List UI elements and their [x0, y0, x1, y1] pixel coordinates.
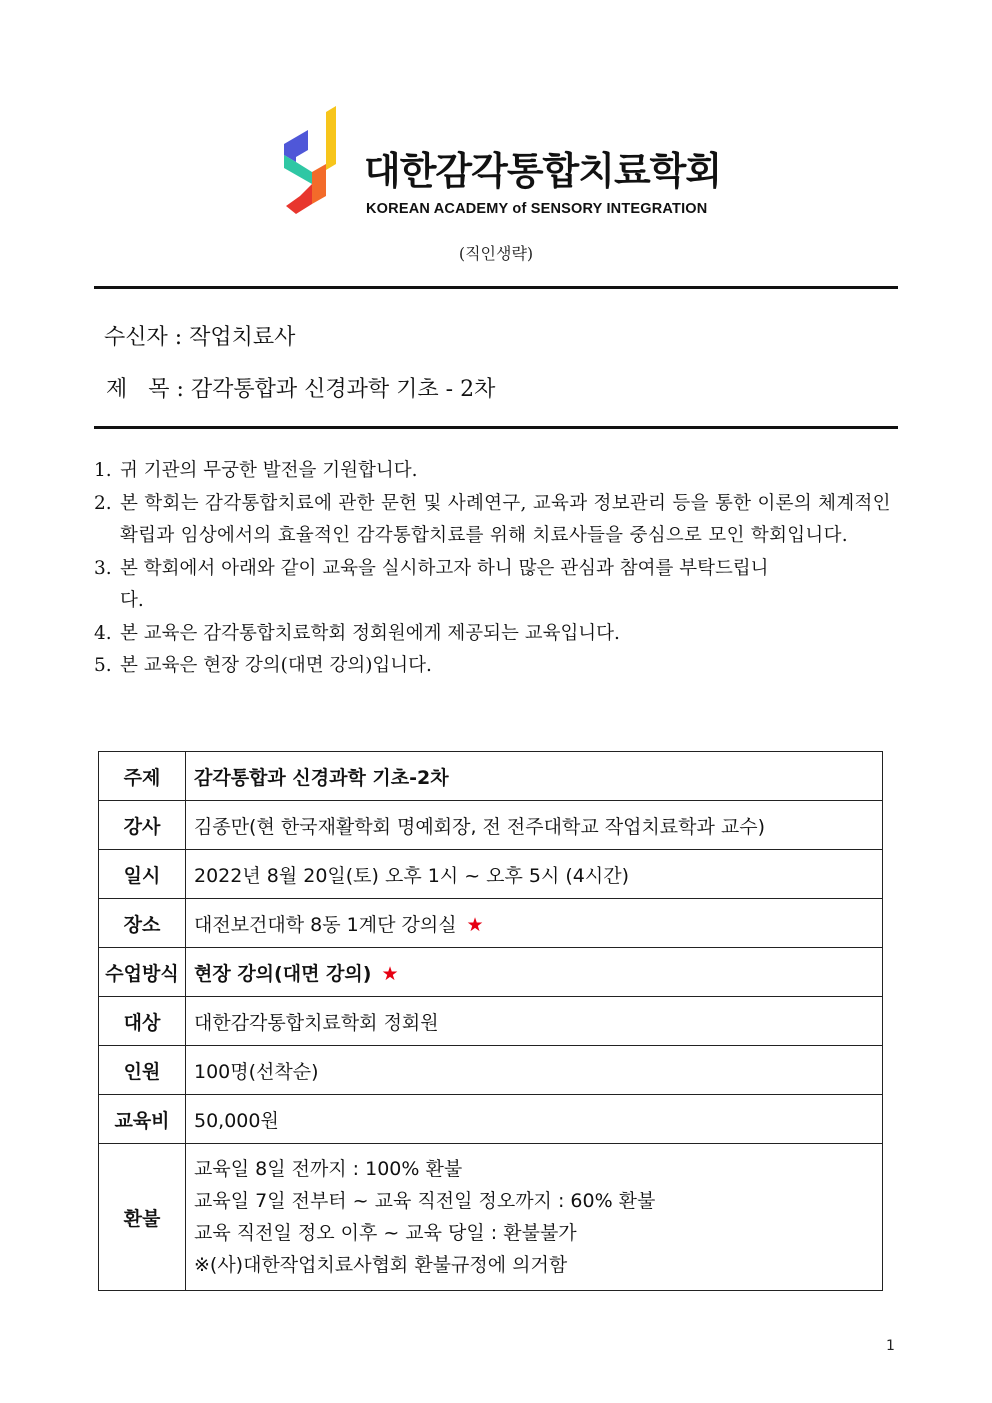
table-value-target: 대한감각통합치료학회 정회원	[186, 997, 883, 1046]
subject-label: 제 목	[106, 377, 170, 402]
table-label-topic: 주제	[99, 752, 186, 801]
society-logo-mark-icon	[282, 106, 350, 216]
table-label-refund: 환불	[99, 1144, 186, 1291]
table-value-mode: 현장 강의(대면 강의)	[194, 962, 372, 985]
list-text: 귀 기관의 무궁한 발전을 기원합니다.	[120, 460, 418, 481]
table-value-lecturer: 김종만(현 한국재활학회 명예회장, 전 전주대학교 작업치료학과 교수)	[186, 801, 883, 850]
refund-policy-line: 교육 직전일 정오 이후 ~ 교육 당일 : 환불불가	[194, 1222, 577, 1244]
table-value-place-cell	[186, 899, 883, 948]
header-top-rule	[94, 286, 898, 289]
table-value-mode-cell	[186, 948, 883, 997]
table-label-datetime: 일시	[99, 850, 186, 899]
recipient-value: 작업치료사	[189, 325, 296, 350]
table-row	[99, 801, 883, 850]
list-number: 4.	[94, 622, 112, 644]
table-label-capacity: 인원	[99, 1046, 186, 1095]
list-number: 1.	[94, 460, 112, 481]
list-item	[94, 650, 894, 683]
recipient-line: 수신자 : 작업치료사	[104, 325, 296, 350]
list-item	[94, 488, 894, 553]
table-row	[99, 1095, 883, 1144]
table-label-fee: 교육비	[99, 1095, 186, 1144]
table-row	[99, 1144, 883, 1291]
seal-omitted-note: (직인생략)	[458, 244, 534, 263]
notice-paragraphs	[94, 455, 894, 683]
education-info-table	[98, 751, 883, 1291]
list-number: 2.	[94, 492, 112, 514]
list-item	[94, 455, 894, 488]
table-value-refund	[186, 1144, 883, 1291]
refund-policy-line: 교육일 8일 전까지 : 100% 환불	[194, 1158, 463, 1180]
table-value-place: 대전보건대학 8동 1계단 강의실	[194, 913, 457, 936]
table-row	[99, 997, 883, 1046]
list-number: 3.	[94, 557, 112, 579]
society-name-korean: 대한감각통합치료학회	[364, 149, 722, 193]
table-row	[99, 948, 883, 997]
society-logo	[282, 106, 722, 218]
list-item	[94, 553, 894, 618]
refund-policy-note: ※(사)대한작업치료사협회 환불규정에 의거함	[194, 1254, 568, 1276]
list-text: 본 교육은 감각통합치료학회 정회원에게 제공되는 교육입니다.	[120, 622, 620, 644]
list-text: 본 학회에서 아래와 같이 교육을 실시하고자 하니 많은 관심과 참여를 부탁드립니다.	[120, 557, 769, 611]
table-value-capacity: 100명(선착순)	[186, 1046, 883, 1095]
table-label-place: 장소	[99, 899, 186, 948]
header-bottom-rule	[94, 426, 898, 429]
table-row	[99, 899, 883, 948]
table-row	[99, 752, 883, 801]
table-label-mode: 수업방식	[99, 948, 186, 997]
table-value-topic: 감각통합과 신경과학 기초-2차	[186, 752, 883, 801]
table-row	[99, 850, 883, 899]
table-label-lecturer: 강사	[99, 801, 186, 850]
table-label-target: 대상	[99, 997, 186, 1046]
list-text: 본 교육은 현장 강의(대면 강의)입니다.	[120, 655, 432, 676]
table-value-datetime: 2022년 8월 20일(토) 오후 1시 ~ 오후 5시 (4시간)	[186, 850, 883, 899]
table-value-fee: 50,000원	[186, 1095, 883, 1144]
table-row	[99, 1046, 883, 1095]
star-icon: ★	[466, 913, 484, 936]
subject-line: 제 목 : 감각통합과 신경과학 기초 - 2차	[106, 377, 496, 402]
page-number: 1	[886, 1338, 895, 1354]
subject-value: 감각통합과 신경과학 기초 - 2차	[190, 377, 496, 402]
list-item	[94, 618, 894, 651]
list-text: 본 학회는 감각통합치료에 관한 문헌 및 사례연구, 교육과 정보관리 등을 통한 이론의 체계적인 확립과 임상에서의 효율적인 감각통합치료를 위해 치료사들을 중심으로 모인 학회입니다.	[120, 492, 891, 546]
recipient-label: 수신자	[104, 325, 168, 350]
list-number: 5.	[94, 655, 112, 676]
refund-policy-line: 교육일 7일 전부터 ~ 교육 직전일 정오까지 : 60% 환불	[194, 1190, 656, 1212]
society-name-english: KOREAN ACADEMY of SENSORY INTEGRATION	[366, 201, 708, 217]
star-icon: ★	[381, 962, 399, 985]
